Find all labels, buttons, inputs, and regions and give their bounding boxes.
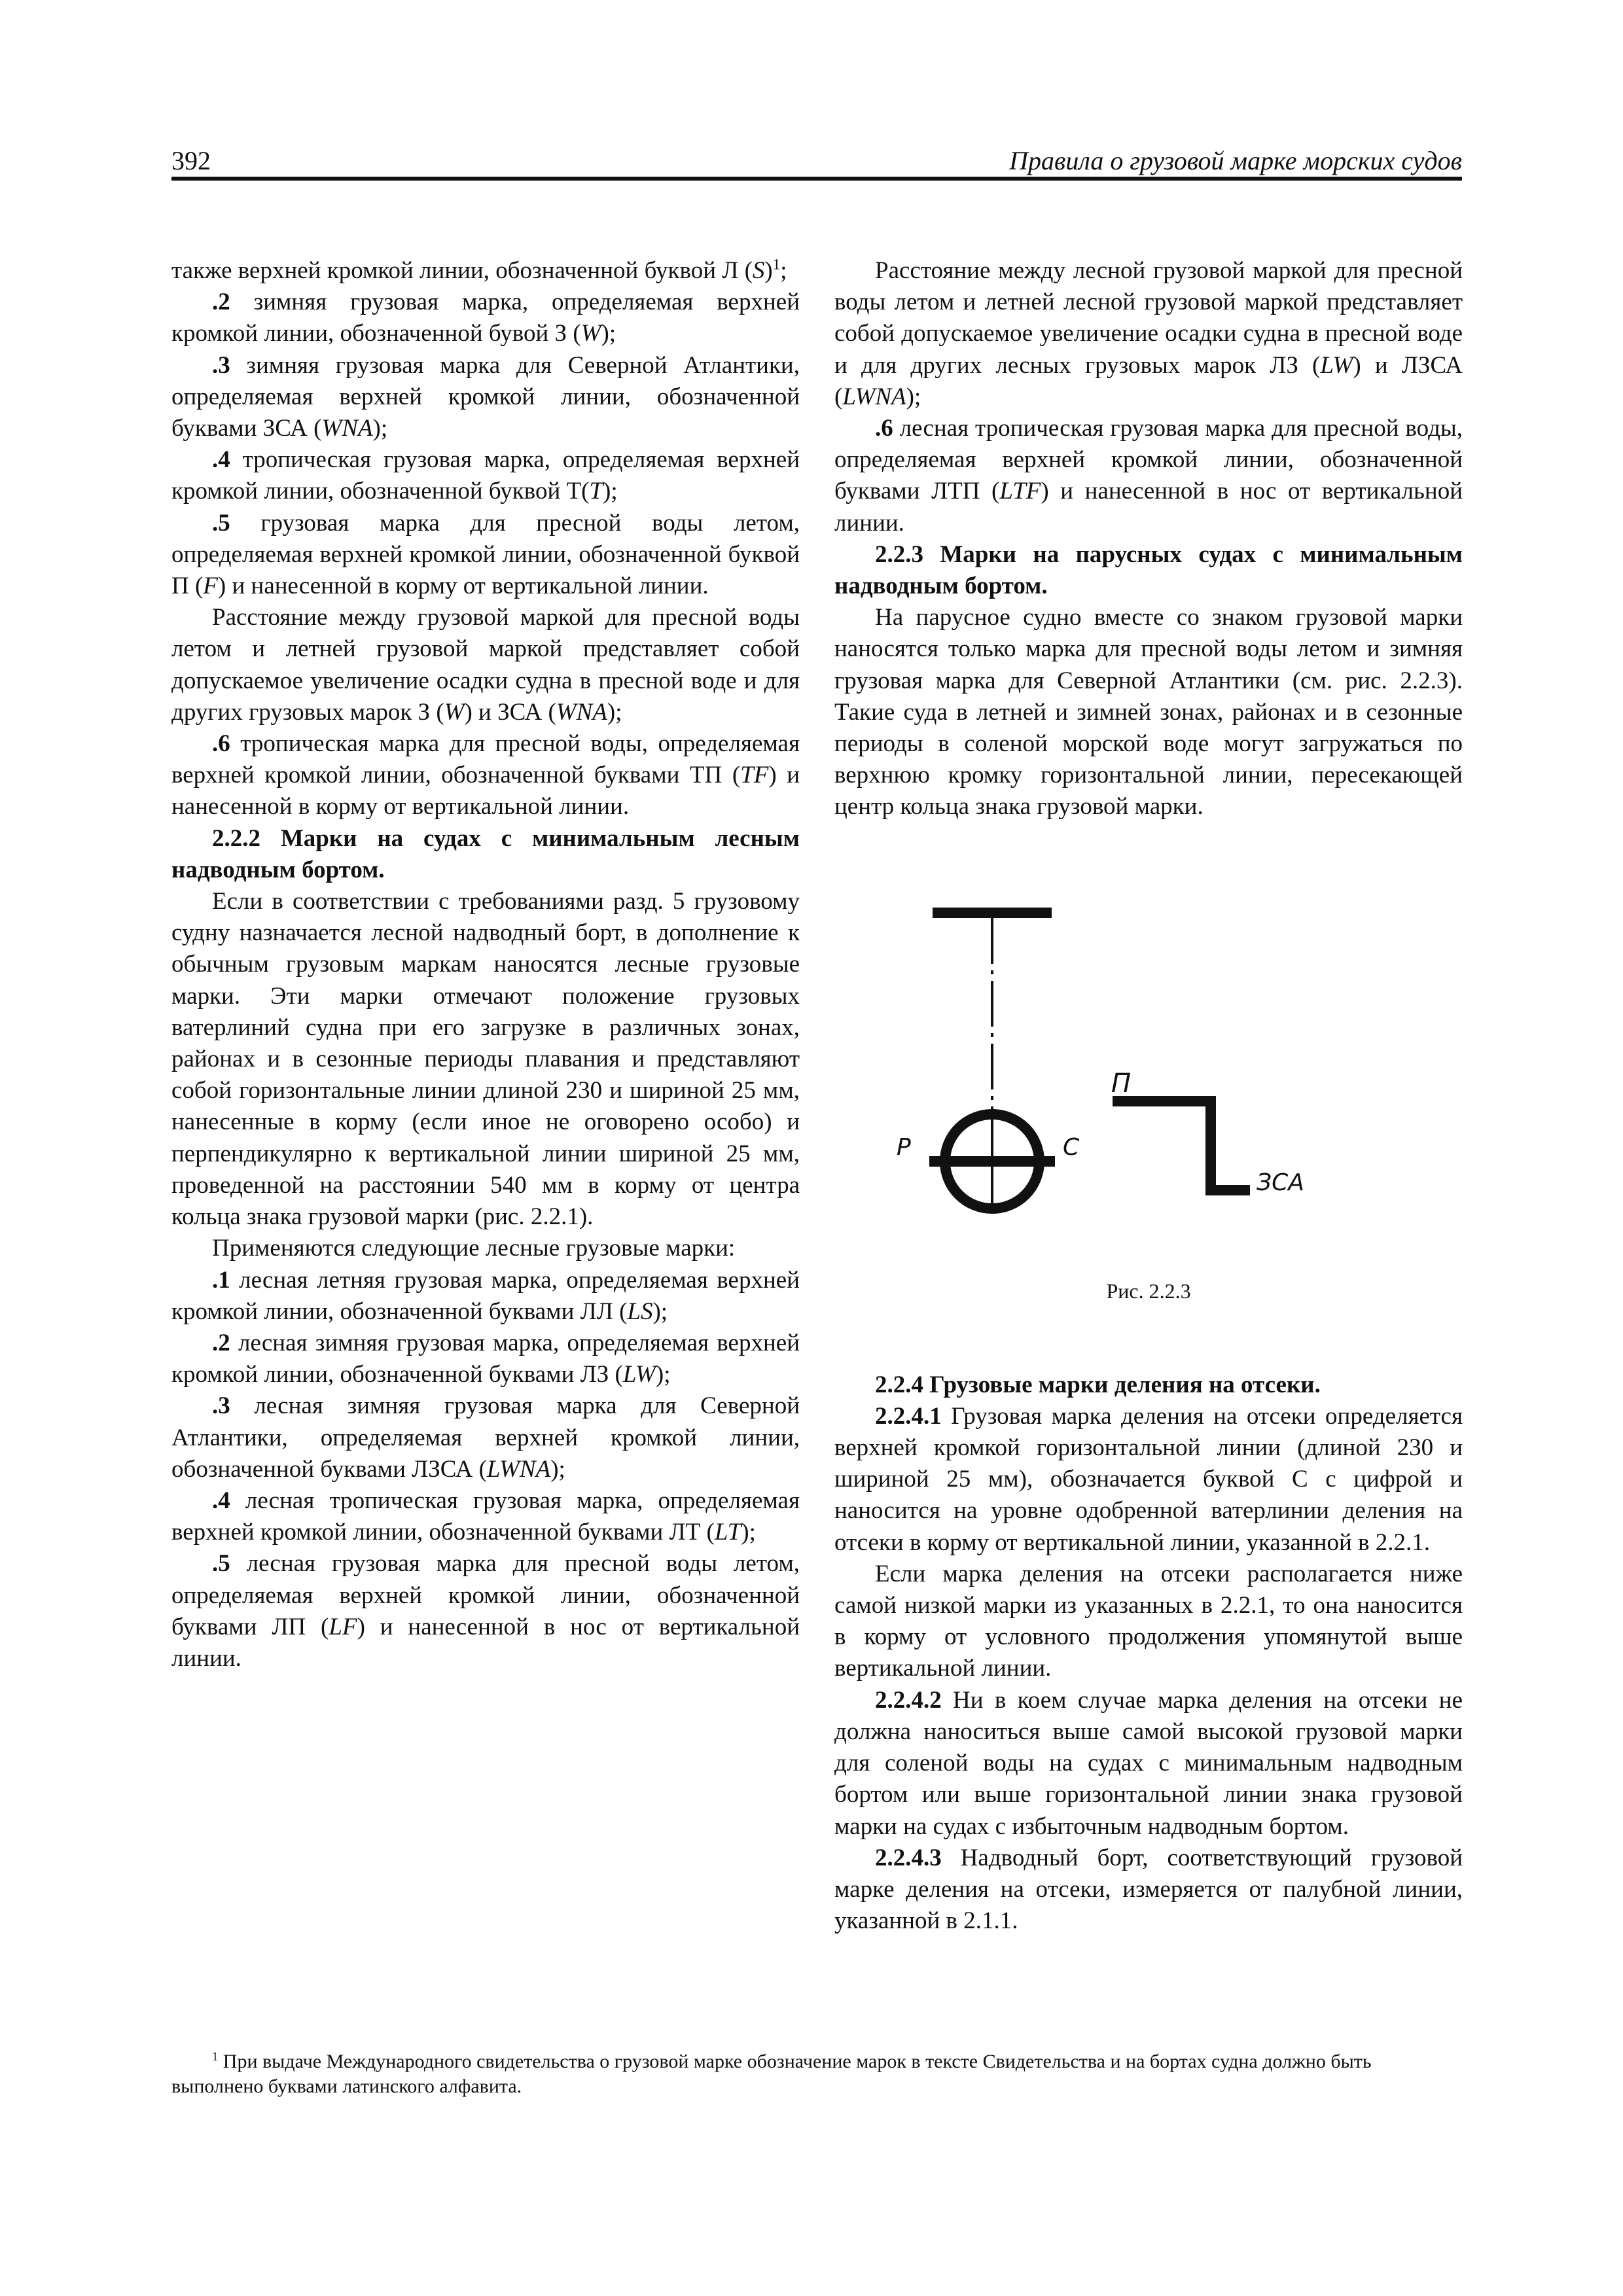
list-item: .3 лесная зимняя грузовая марка для Северной Атлантики, определяемая верхней кромкой линии, обозначенной буквами ЛЗСА (LWNA);: [171, 1392, 800, 1483]
footnote-ref: 1: [772, 256, 781, 273]
list-item: .6 тропическая марка для пресной воды, определяемая верхней кромкой линии, обозначенной буквами ТП (TF) и нанесенной в корму от вертикальной линии.: [171, 730, 800, 821]
header-rule: [171, 177, 1462, 181]
list-item: .6 лесная тропическая грузовая марка для пресной воды, определяемая верхней кромкой линии, обозначенной буквами ЛТП (LTF) и нанесенной в нос от вертикальной линии.: [834, 415, 1463, 537]
label-r: Р: [897, 1134, 911, 1161]
label-zsa: ЗСА: [1257, 1169, 1304, 1196]
fresh-water-and-wna-marks: [1113, 1101, 1250, 1190]
section-heading-2-2-3: 2.2.3 Марки на парусных судах с минимальным надводным бортом.: [834, 540, 1463, 600]
list-item: .1 лесная летняя грузовая марка, определяемая верхней кромкой линии, обозначенной буквами ЛЛ (LS);: [171, 1266, 800, 1325]
left-column: [171, 255, 800, 1674]
deck-line: [933, 908, 1052, 918]
figure-caption: Рис. 2.2.3: [1106, 1279, 1191, 1303]
label-s: С: [1063, 1134, 1080, 1161]
paragraph: 2.2.4.2 Ни в коем случае марка деления на отсеки не должна наноситься выше самой высокой грузовой марки для соленой воды на судах с минимальным надводным бортом или выше горизонтальной линии знака грузовой марки на судах с избыточным надводным бортом.: [834, 1686, 1463, 1840]
footnote: $^1$ При выдаче Международного свидетельства о грузовой марке обозначение марок в тексте Свидетельства и на бортах судна должно быть выполнено буквами латинского алфавита.: [171, 2050, 1372, 2097]
section-heading-2-2-4: 2.2.4 Грузовые марки деления на отсеки.: [875, 1371, 1321, 1398]
paragraph: Расстояние между грузовой маркой для пресной воды летом и летней грузовой маркой представляет собой допускаемое увеличение осадки судна в пресной воде и для других грузовых марок З (W) и ЗСА (WNA);: [171, 604, 800, 726]
list-item: .5 лесная грузовая марка для пресной воды летом, определяемая верхней кромкой линии, обозначенной буквами ЛП (LF) и нанесенной в нос от вертикальной линии.: [171, 1550, 800, 1672]
paragraph: Если в соответствии с требованиями разд. 5 грузовому судну назначается лесной надводный борт, в дополнение к обычным грузовым маркам наносятся лесные грузовые марки. Эти марки отмечают положение грузовых ватерлиний судна при его загрузке в различных зонах, районах и в сезонные периоды плавания и представляют собой горизонтальные линии длиной 230 и шириной 25 мм, нанесенные в корму (если иное не оговорено особо) и перпендикулярно к вертикальной линии шириной 25 мм, проведенной на расстоянии 540 мм в корму от центра кольца знака грузовой марки (рис. 2.2.1).: [171, 888, 800, 1231]
paragraph: Применяются следующие лесные грузовые марки:: [212, 1235, 736, 1262]
paragraph: также верхней кромкой линии, обозначенной буквой Л $(S)^1$;: [171, 256, 787, 284]
list-item: .5 грузовая марка для пресной воды летом, определяемая верхней кромкой линии, обозначенной буквой П (F) и нанесенной в корму от вертикальной линии.: [171, 509, 800, 600]
page-number: 392: [171, 146, 211, 175]
list-item: .3 зимняя грузовая марка для Северной Атлантики, определяемая верхней кромкой линии, обозначенной буквами ЗСА (WNA);: [171, 351, 800, 442]
section-heading-2-2-2: 2.2.2 Марки на судах с минимальным лесным надводным бортом.: [171, 824, 800, 883]
footnote-mark: 1: [212, 2050, 219, 2064]
load-line-mark-figure: [831, 893, 1355, 1312]
paragraph: Если марка деления на отсеки располагается ниже самой низкой марки из указанных в 2.2.1, то она наносится в корму от условного продолжения упомянутой выше вертикальной линии.: [834, 1560, 1463, 1682]
paragraph: 2.2.4.3 Надводный борт, соответствующий грузовой марке деления на отсеки, измеряется от палубной линии, указанной в 2.1.1.: [834, 1844, 1463, 1935]
label-p: П: [1111, 1069, 1132, 1099]
paragraph: 2.2.4.1 Грузовая марка деления на отсеки определяется верхней кромкой горизонтальной линии (длиной 230 и шириной 25 мм), обозначается буквой С с цифрой и наносится на уровне одобренной ватерлинии деления на отсеки в корму от вертикальной линии, указанной в 2.2.1.: [834, 1402, 1463, 1556]
list-item: .4 лесная тропическая грузовая марка, определяемая верхней кромкой линии, обозначенной буквами ЛТ (LT);: [171, 1487, 800, 1546]
list-item: .2 лесная зимняя грузовая марка, определяемая верхней кромкой линии, обозначенной буквами ЛЗ (LW);: [171, 1329, 800, 1388]
paragraph: Расстояние между лесной грузовой маркой для пресной воды летом и летней лесной грузовой маркой представляет собой допускаемое увеличение осадки судна в пресной воде и для других лесных грузовых марок ЛЗ (LW) и ЛЗСА (LWNA);: [834, 257, 1463, 410]
paragraph: На парусное судно вместе со знаком грузовой марки наносятся только марка для пресной воды летом и зимняя грузовая марка для Северной Атлантики (см. рис. 2.2.3). Такие суда в летней и зимней зонах, районах и в сезонные периоды в соленой морской воде могут загружаться по верхнюю кромку горизонтальной линии, пересекающей центр кольца знака грузовой марки.: [834, 604, 1463, 821]
list-item: .4 тропическая грузовая марка, определяемая верхней кромкой линии, обозначенной буквой Т(T);: [171, 446, 800, 505]
list-item: .2 зимняя грузовая марка, определяемая верхней кромкой линии, обозначенной бувой З (W);: [171, 289, 800, 347]
running-title: Правила о грузовой марке морских судов: [1009, 146, 1462, 175]
